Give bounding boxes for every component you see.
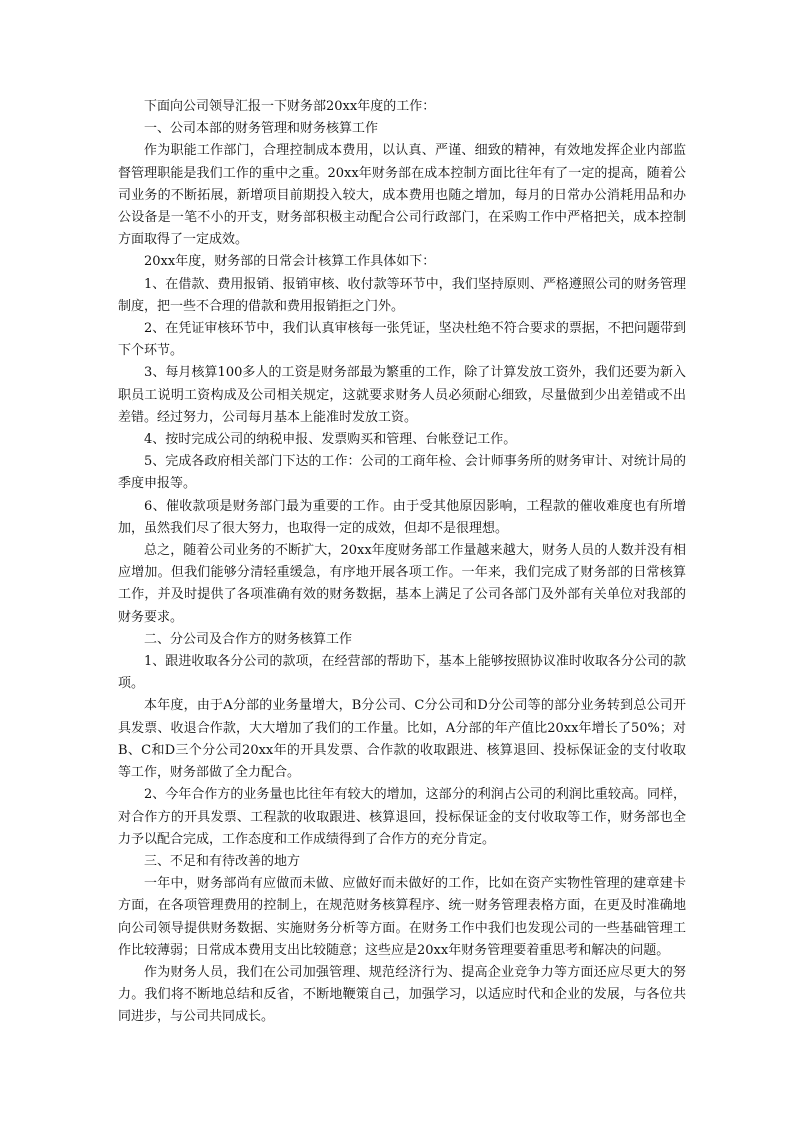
paragraph: 一年中，财务部尚有应做而未做、应做好而未做好的工作，比如在资产实物性管理的建章建卡方面，在各项管理费用的控制上，在规范财务核算程序、统一财务管理表格方面，在更及时准确地向公司领导提供财务数据、实施财务分析等方面。在财务工作中我们也发现公司的一些基础管理工作比较薄弱；日常成本费用支出比较随意；这些应是20xx年财务管理要着重思考和解决的问题。 xyxy=(118,876,686,958)
section-heading-1: 一、公司本部的财务管理和财务核算工作 xyxy=(144,121,379,137)
list-item: 4、按时完成公司的纳税申报、发票购买和管理、台帐登记工作。 xyxy=(144,432,517,448)
list-item: 2、今年合作方的业务量也比往年有较大的增加，这部分的利润占公司的利润比重较高。同样，对合作方的开具发票、工程款的收取跟进、核算退回，投标保证金的支付收取等工作，财务部也全力予以配合完成，工作态度和工作成绩得到了合作方的充分肯定。 xyxy=(118,787,686,847)
section-heading-2: 二、分公司及合作方的财务核算工作 xyxy=(144,631,353,647)
paragraph: 总之，随着公司业务的不断扩大，20xx年度财务部工作量越来越大，财务人员的人数并没有相应增加。但我们能够分清轻重缓急，有序地开展各项工作。一年来，我们完成了财务部的日常核算工作，并及时提供了各项准确有效的财务数据，基本上满足了公司各部门及外部有关单位对我部的财务要求。 xyxy=(118,543,686,625)
list-item: 5、完成各政府相关部门下达的工作：公司的工商年检、会计师事务所的财务审计、对统计局的季度申报等。 xyxy=(118,454,686,492)
list-item: 3、每月核算100多人的工资是财务部最为繁重的工作，除了计算发放工资外，我们还要为新入职员工说明工资构成及公司相关规定，这就要求财务人员必须耐心细致，尽量做到少出差错或不出差错。经过努力，公司每月基本上能准时发放工资。 xyxy=(118,365,686,425)
list-item: 1、在借款、费用报销、报销审核、收付款等环节中，我们坚持原则、严格遵照公司的财务管理制度，把一些不合理的借款和费用报销拒之门外。 xyxy=(118,276,686,314)
paragraph: 本年度，由于A分部的业务量增大，B分公司、C分公司和D分公司等的部分业务转到总公司开具发票、收退合作款，大大增加了我们的工作量。比如，A分部的年产值比20xx年增长了50%；对B、C和D三个分公司20xx年的开具发票、合作款的收取跟进、核算退回、投标保证金的支付收取等工作，财务部做了全力配合。 xyxy=(118,698,686,781)
list-item: 2、在凭证审核环节中，我们认真审核每一张凭证，坚决杜绝不符合要求的票据，不把问题带到下个环节。 xyxy=(118,321,686,359)
paragraph: 作为财务人员，我们在公司加强管理、规范经济行为、提高企业竞争力等方面还应尽更大的努力。我们将不断地总结和反省，不断地鞭策自己，加强学习，以适应时代和企业的发展，与各位共同进步，与公司共同成长。 xyxy=(118,964,686,1025)
intro-line: 下面向公司领导汇报一下财务部20xx年度的工作： xyxy=(144,99,436,114)
paragraph: 作为职能工作部门，合理控制成本费用，以认真、严谨、细致的精神，有效地发挥企业内部监督管理职能是我们工作的重中之重。20xx年财务部在成本控制方面比往年有了一定的提高，随着公司业务的不断拓展，新增项目前期投入较大，成本费用也随之增加，每月的日常办公消耗用品和办公设备是一笔不小的开支，财务部积极主动配合公司行政部门，在采购工作中严格把关，成本控制方面取得了一定成效。 xyxy=(118,143,686,248)
list-item: 6、催收款项是财务部门最为重要的工作。由于受其他原因影响，工程款的催收难度也有所增加，虽然我们尽了很大努力，也取得一定的成效，但却不是很理想。 xyxy=(118,498,686,536)
section-heading-3: 三、不足和有待改善的地方 xyxy=(144,853,301,869)
report-body xyxy=(118,96,686,1029)
list-item: 1、跟进收取各分公司的款项，在经营部的帮助下，基本上能够按照协议准时收取各分公司的款项。 xyxy=(118,654,686,692)
paragraph: 20xx年度，财务部的日常会计核算工作具体如下： xyxy=(144,254,436,270)
